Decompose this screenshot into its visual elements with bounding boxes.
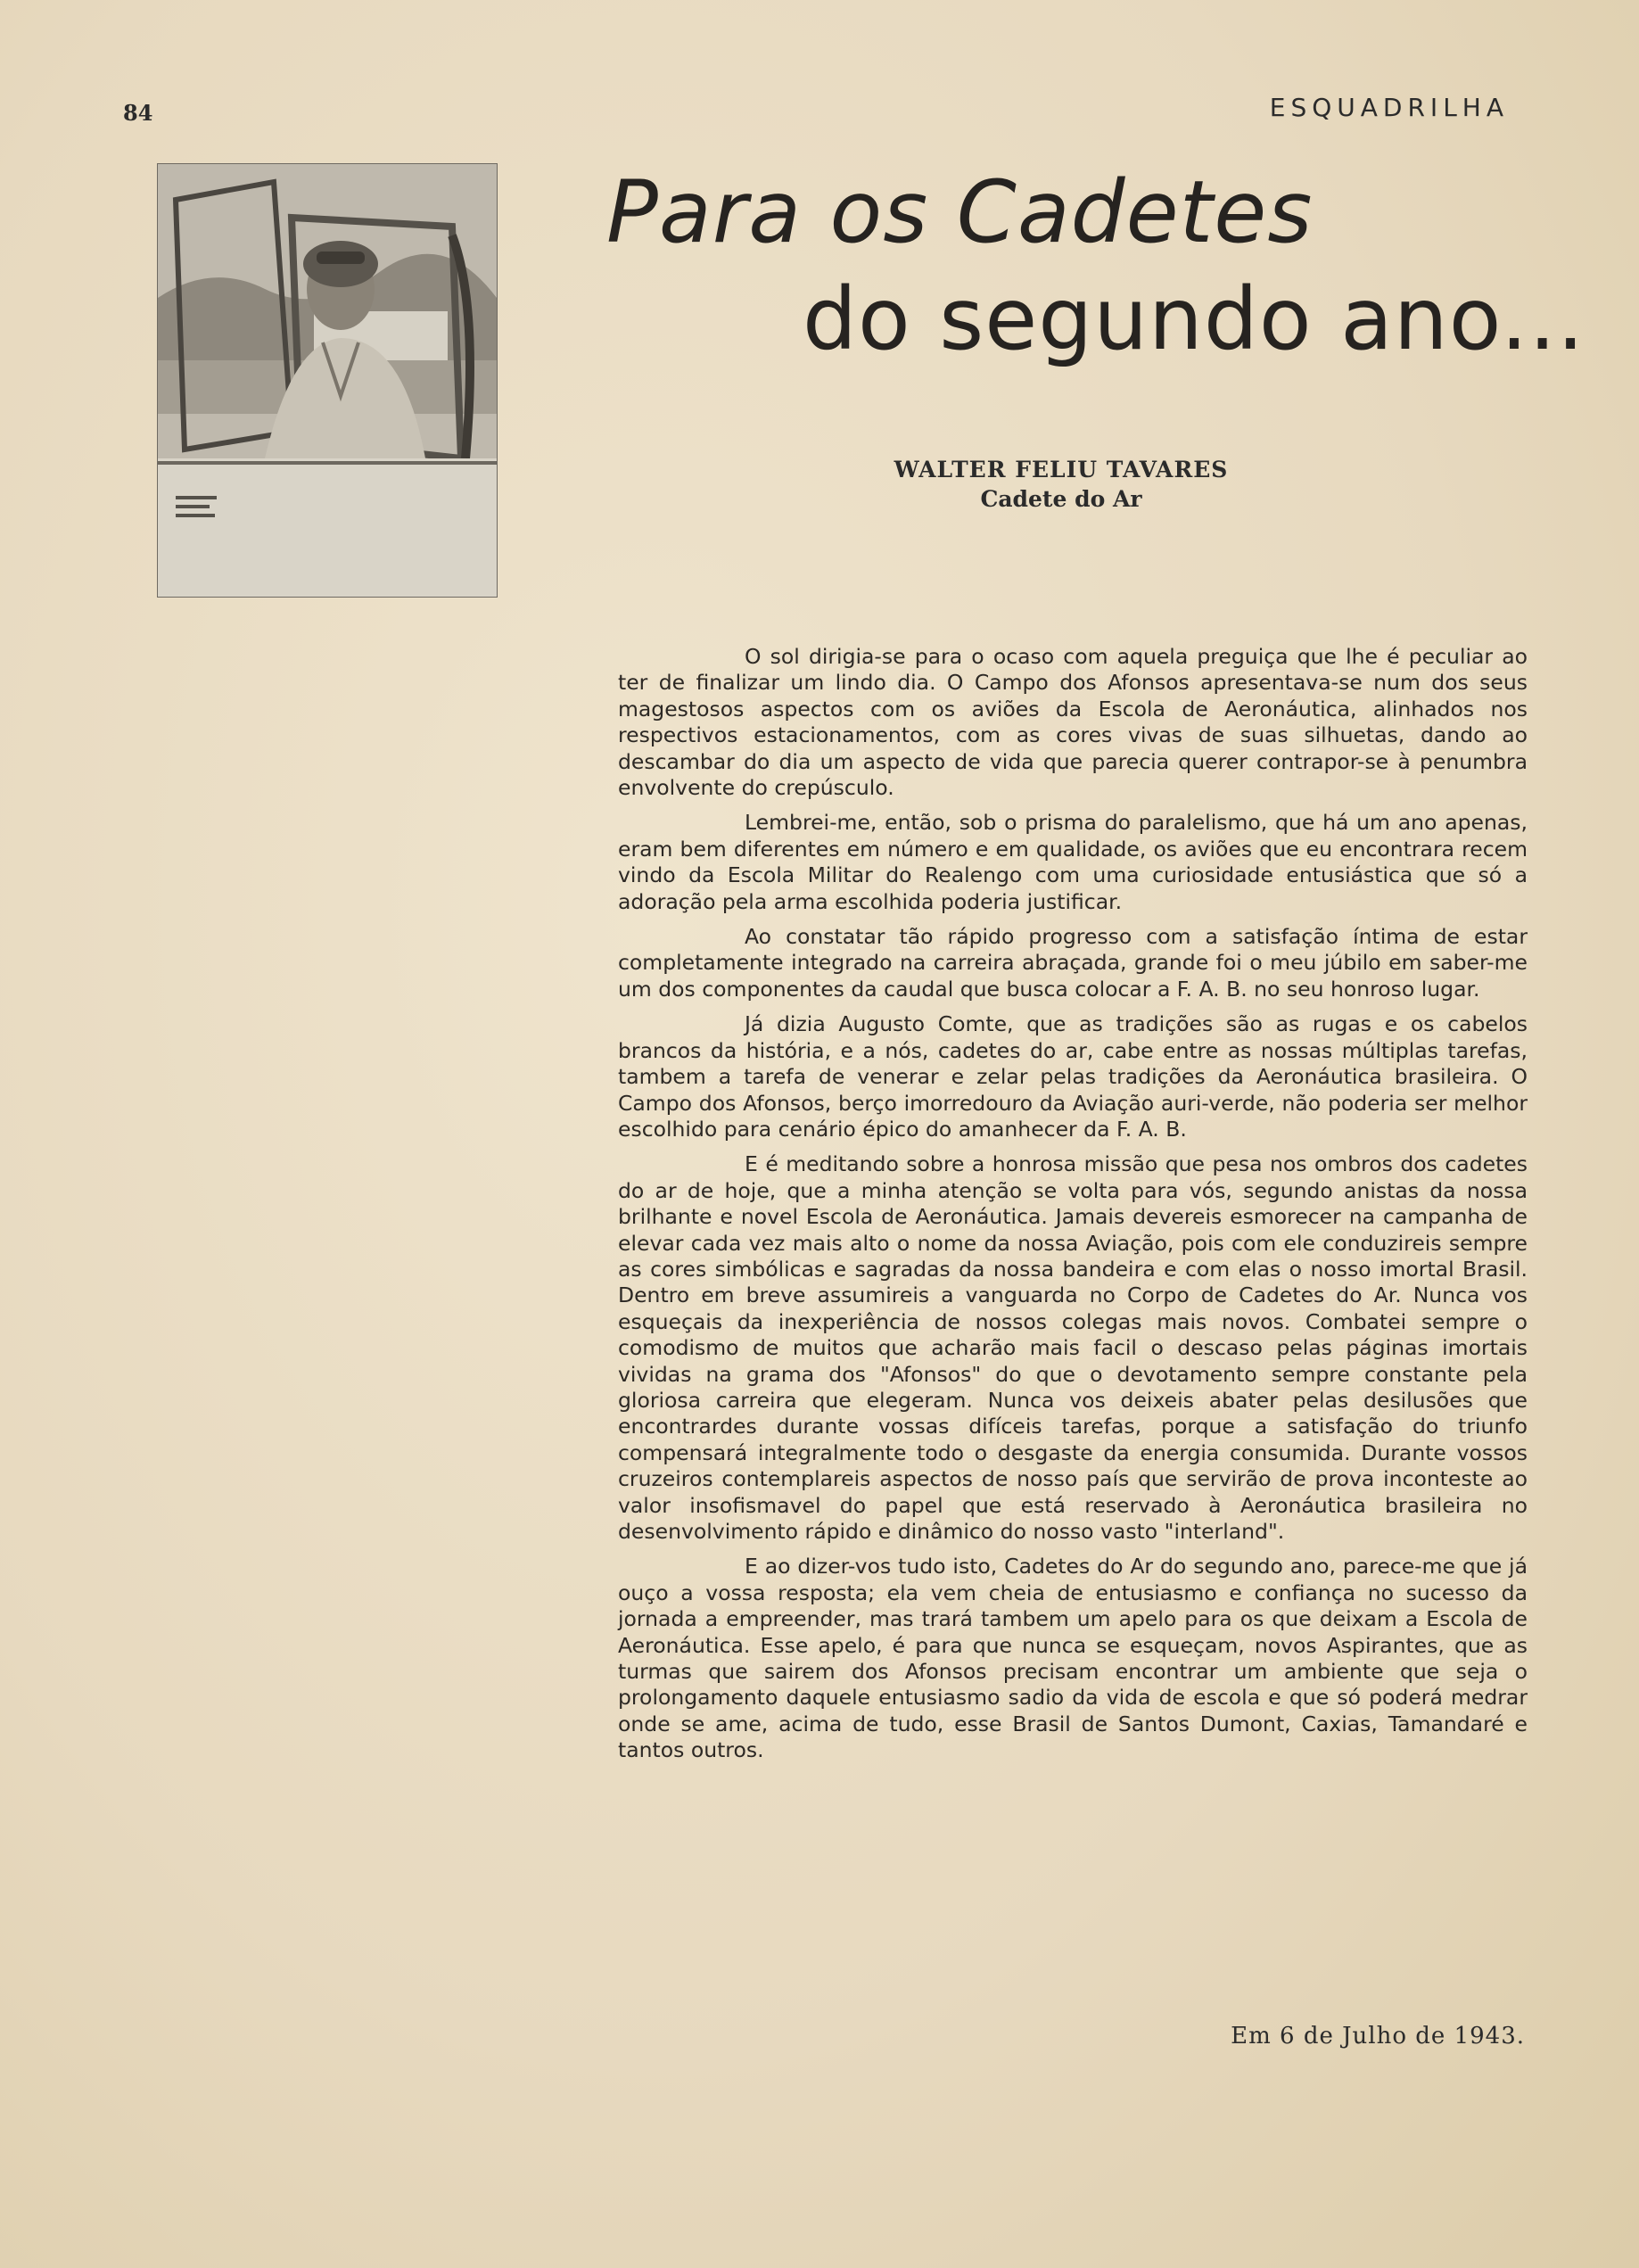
author-name: WALTER FELIU TAVARES <box>894 457 1229 482</box>
article-title-line-1: Para os Cadetes <box>606 162 1314 262</box>
dateline-signoff: Em 6 de Julho de 1943. <box>1231 2023 1525 2049</box>
article-title-line-2: do segundo ano... <box>803 269 1585 369</box>
paragraph: Lembrei-me, então, sob o prisma do paralelismo, que há um ano apenas, eram bem diferentes em número e em qualidade, os aviões que eu encontrara recem vindo da Escola Militar do Realengo com uma curiosidade entusiástica que só a adoração pela arma escolhida poderia justificar. <box>618 810 1528 914</box>
paragraph: Ao constatar tão rápido progresso com a satisfação íntima de estar completamente integrado na carreira abraçada, grande foi o meu júbilo em saber-me um dos componentes da caudal que busca colocar a F. A. B. no seu honroso lugar. <box>618 924 1528 1002</box>
page-number: 84 <box>123 100 153 126</box>
pilot-in-cockpit-photo <box>157 163 498 598</box>
article-body <box>618 644 1528 1773</box>
photo-illustration <box>158 164 497 597</box>
paragraph: O sol dirigia-se para o ocaso com aquela preguiça que lhe é peculiar ao ter de finalizar um lindo dia. O Campo dos Afonsos apresentava-se num dos seus magestosos aspectos com os aviões da Escola de Aeronáutica, alinhados nos respectivos estacionamentos, com as cores vivas de suas silhuetas, dando ao descambar do dia um aspecto de vida que parecia querer contrapor-se à penumbra envolvente do crepúsculo. <box>618 644 1528 801</box>
paragraph: E ao dizer-vos tudo isto, Cadetes do Ar do segundo ano, parece-me que já ouço a vossa resposta; ela vem cheia de entusiasmo e confiança no sucesso da jornada a empreender, mas trará tambem um apelo para os que deixam a Escola de Aeronáutica. Esse apelo, é para que nunca se esqueçam, novos Aspirantes, que as turmas que sairem dos Afonsos precisam encontrar um ambiente que seja o prolongamento daquele entusiasmo sadio da vida de escola e que só poderá medrar onde se ame, acima de tudo, esse Brasil de Santos Dumont, Caxias, Tamandaré e tantos outros. <box>618 1554 1528 1763</box>
author-role: Cadete do Ar <box>980 486 1142 512</box>
paragraph: Já dizia Augusto Comte, que as tradições são as rugas e os cabelos brancos da história, e a nós, cadetes do ar, cabe entre as nossas múltiplas tarefas, tambem a tarefa de venerar e zelar pelas tradições da Aeronáutica brasileira. O Campo dos Afonsos, berço imorredouro da Aviação auri-verde, não poderia ser melhor escolhido para cenário épico do amanhecer da F. A. B. <box>618 1011 1528 1142</box>
paragraph: E é meditando sobre a honrosa missão que pesa nos ombros dos cadetes do ar de hoje, que a minha atenção se volta para vós, segundo anistas da nossa brilhante e novel Escola de Aeronáutica. Jamais devereis esmorecer na campanha de elevar cada vez mais alto o nome da nossa Aviação, pois com ele conduzireis sempre as cores simbólicas e sagradas da nossa bandeira e com elas o nosso imortal Brasil. Dentro em breve assumireis a vanguarda no Corpo de Cadetes do Ar. Nunca vos esqueçais da inexperiência de nossos colegas mais novos. Combatei sempre o comodismo de muitos que acharão mais facil o descaso pelas páginas imortais vividas na grama dos "Afonsos" do que o devotamento sempre constante pela gloriosa carreira que elegeram. Nunca vos deixeis abater pelas desilusões que encontrardes durante vossas difíceis tarefas, porque a satisfação do triunfo compensará integralmente todo o desgaste da energia consumida. Durante vossos cruzeiros contemplareis aspectos de nosso país que servirão de prova inconteste ao valor insofismavel do papel que está reservado à Aeronáutica brasileira no desenvolvimento rápido e dinâmico do nosso vasto "interland". <box>618 1151 1528 1544</box>
running-head: ESQUADRILHA <box>1269 93 1509 122</box>
